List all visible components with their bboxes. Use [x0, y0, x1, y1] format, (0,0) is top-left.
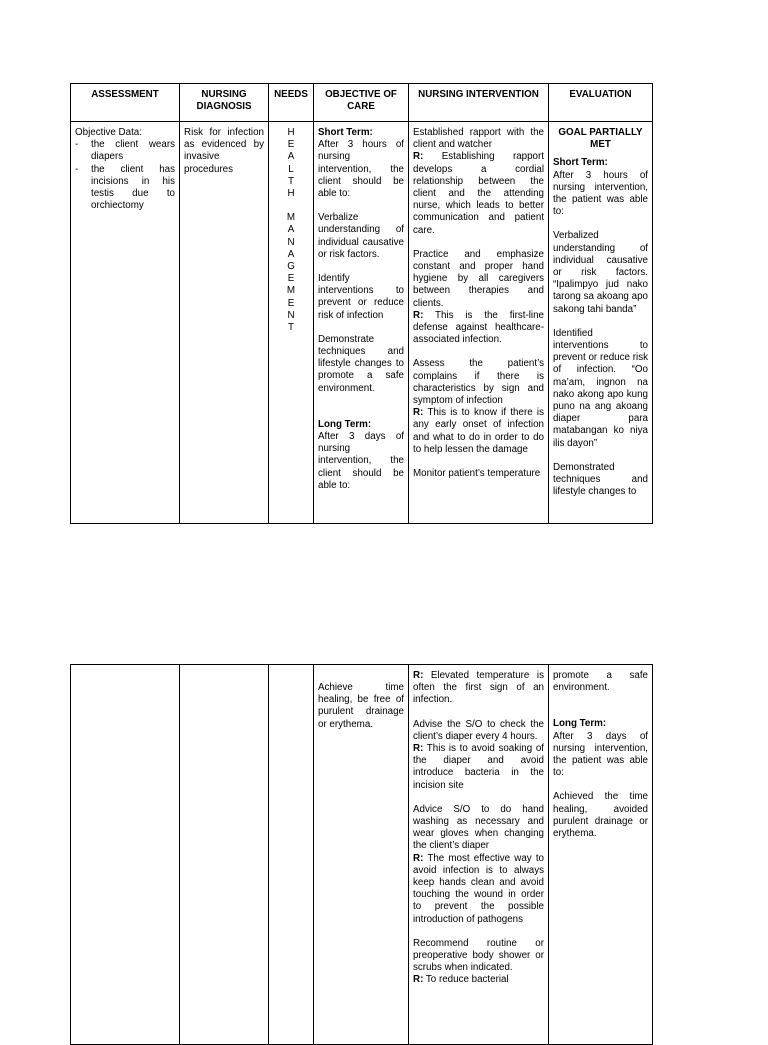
- evaluation-item: Achieved the time healing, avoided purulent drainage or erythema.: [553, 791, 648, 840]
- needs-letter: N: [287, 309, 295, 321]
- rationale-text: This is to avoid soaking of the diaper and avoid introduce bacteria in the incision site: [413, 743, 544, 791]
- diagnosis-cell: Risk for infection as evidenced by invasive procedures: [180, 122, 269, 524]
- needs-cell-empty: [269, 665, 314, 1045]
- header-nursing-intervention: NURSING INTERVENTION: [409, 84, 549, 122]
- long-term-label: Long Term:: [553, 718, 607, 730]
- rationale: [413, 151, 544, 236]
- goal-status: GOAL PARTIALLY MET: [558, 127, 643, 151]
- header-objective-of-care: OBJECTIVE OF CARE: [314, 84, 409, 122]
- rationale-label: R:: [413, 743, 424, 755]
- evaluation-item: Demonstrated techniques and lifestyle changes to: [553, 461, 648, 498]
- objective-goal: Identify interventions to prevent or reduce risk of infection: [318, 273, 404, 321]
- objective-goal: Demonstrate techniques and lifestyle changes to promote a safe environment.: [318, 333, 404, 394]
- needs-spacer: [273, 200, 309, 212]
- care-plan-table-page-2: [70, 664, 653, 1045]
- intervention-item: Recommend routine or preoperative body shower or scrubs when indicated.: [413, 937, 544, 974]
- needs-letter: M: [286, 212, 296, 224]
- needs-letter: T: [288, 322, 294, 334]
- rationale-label: R:: [413, 852, 424, 864]
- intervention-item: Assess the patient’s complains if there is characteristics by sign and symptom of infection: [413, 358, 544, 407]
- rationale: [413, 853, 544, 926]
- rationale: [413, 407, 544, 456]
- rationale: [413, 974, 544, 986]
- rationale-text: This is to know if there is any early onset of infection and what to do in order to do to help lessen the damage: [413, 407, 545, 455]
- header-assessment: ASSESSMENT: [71, 84, 180, 122]
- assessment-title: Objective Data:: [75, 127, 142, 138]
- care-plan-row-continued: [71, 665, 653, 1045]
- intervention-item: Practice and emphasize constant and proper hand hygiene by all caregivers between therapies and clients.: [413, 248, 544, 309]
- evaluation-cell: [549, 665, 653, 1045]
- intervention-cell: [409, 665, 549, 1045]
- diagnosis-cell-empty: [180, 665, 269, 1045]
- short-term-label: Short Term:: [553, 157, 608, 169]
- objective-goal: Achieve time healing, be free of purulent drainage or erythema.: [318, 682, 404, 730]
- header-nursing-diagnosis: NURSING DIAGNOSIS: [180, 84, 269, 122]
- rationale: [413, 670, 544, 707]
- header-needs: NEEDS: [269, 84, 314, 122]
- needs-letter: M: [286, 285, 296, 297]
- evaluation-item: Identified interventions to prevent or reduce risk of infection. “Oo ma’am, ingnon na nako akong apo kung puno na ang akoang diaper para matabangan ko niya ilis dayon”: [553, 327, 648, 449]
- long-term-label: Long Term:: [318, 418, 372, 430]
- assessment-cell: [71, 122, 180, 524]
- needs-letter: A: [287, 248, 295, 260]
- rationale-label: R:: [413, 407, 424, 419]
- long-term-text: After 3 days of nursing intervention, the patient was able to:: [553, 730, 648, 779]
- rationale-text: The most effective way to avoid infection is to always keep hands clean and avoid touching the wound in order to prevent the possible introduction of pathogens: [413, 852, 545, 925]
- objective-cell: [314, 122, 409, 524]
- intervention-item: Monitor patient’s temperature: [413, 468, 541, 480]
- rationale: [413, 310, 544, 347]
- needs-letter: L: [288, 163, 294, 175]
- rationale-text: To reduce bacterial: [425, 974, 509, 986]
- needs-letter: E: [287, 297, 295, 309]
- evaluation-cell: [549, 122, 653, 524]
- assessment-list: [75, 139, 175, 212]
- assessment-item: - the client has incisions in his testis due to orchiectomy: [91, 164, 175, 213]
- rationale-label: R:: [413, 670, 424, 681]
- objective-cell: [314, 665, 409, 1045]
- rationale-text: This is the first-line defense against healthcare-associated infection.: [413, 309, 544, 346]
- header-evaluation: EVALUATION: [549, 84, 653, 122]
- intervention-cell: [409, 122, 549, 524]
- evaluation-item: promote a safe environment.: [553, 670, 648, 694]
- assessment-cell-empty: [71, 665, 180, 1045]
- intervention-item: Advice S/O to do hand washing as necessary and wear gloves when changing the client’s diaper: [413, 803, 544, 852]
- rationale-label: R:: [413, 974, 424, 986]
- header-row: [71, 84, 653, 122]
- short-term-text: After 3 hours of nursing intervention, the client should be able to:: [318, 139, 404, 200]
- needs-letter: A: [287, 224, 295, 236]
- intervention-item: Established rapport with the client and watcher: [413, 127, 544, 151]
- assessment-item: - the client wears diapers: [91, 139, 175, 163]
- needs-cell: [269, 122, 314, 524]
- rationale: [413, 743, 544, 792]
- care-plan-table-page-1: [70, 83, 653, 524]
- care-plan-row: [71, 122, 653, 524]
- needs-letter: E: [287, 273, 295, 285]
- short-term-label: Short Term:: [318, 127, 373, 138]
- needs-letter: N: [287, 236, 295, 248]
- needs-letter: H: [287, 127, 295, 138]
- needs-letter: A: [287, 151, 295, 163]
- intervention-item: Advise the S/O to check the client’s diaper every 4 hours.: [413, 718, 544, 742]
- needs-letter: H: [287, 188, 295, 200]
- rationale-label: R:: [413, 151, 424, 163]
- long-term-text: After 3 days of nursing intervention, the client should be able to:: [318, 431, 404, 491]
- needs-letter: E: [287, 139, 295, 151]
- rationale-label: R:: [413, 309, 424, 321]
- short-term-text: After 3 hours of nursing intervention, the patient was able to:: [553, 169, 648, 218]
- rationale-text: Establishing rapport develops a cordial relationship between the client and the attending nurse, which leads to better communication and patient care.: [413, 151, 544, 236]
- rationale-text: Elevated temperature is often the first sign of an infection.: [413, 670, 544, 706]
- needs-letter: T: [288, 175, 294, 187]
- needs-letter: G: [287, 261, 295, 273]
- objective-goal: Verbalize understanding of individual causative or risk factors.: [318, 212, 404, 260]
- evaluation-item: Verbalized understanding of individual causative or risk factors. “Ipalimpyo jud nako tarong sa akoang apo sakong tahi banda”: [553, 230, 648, 315]
